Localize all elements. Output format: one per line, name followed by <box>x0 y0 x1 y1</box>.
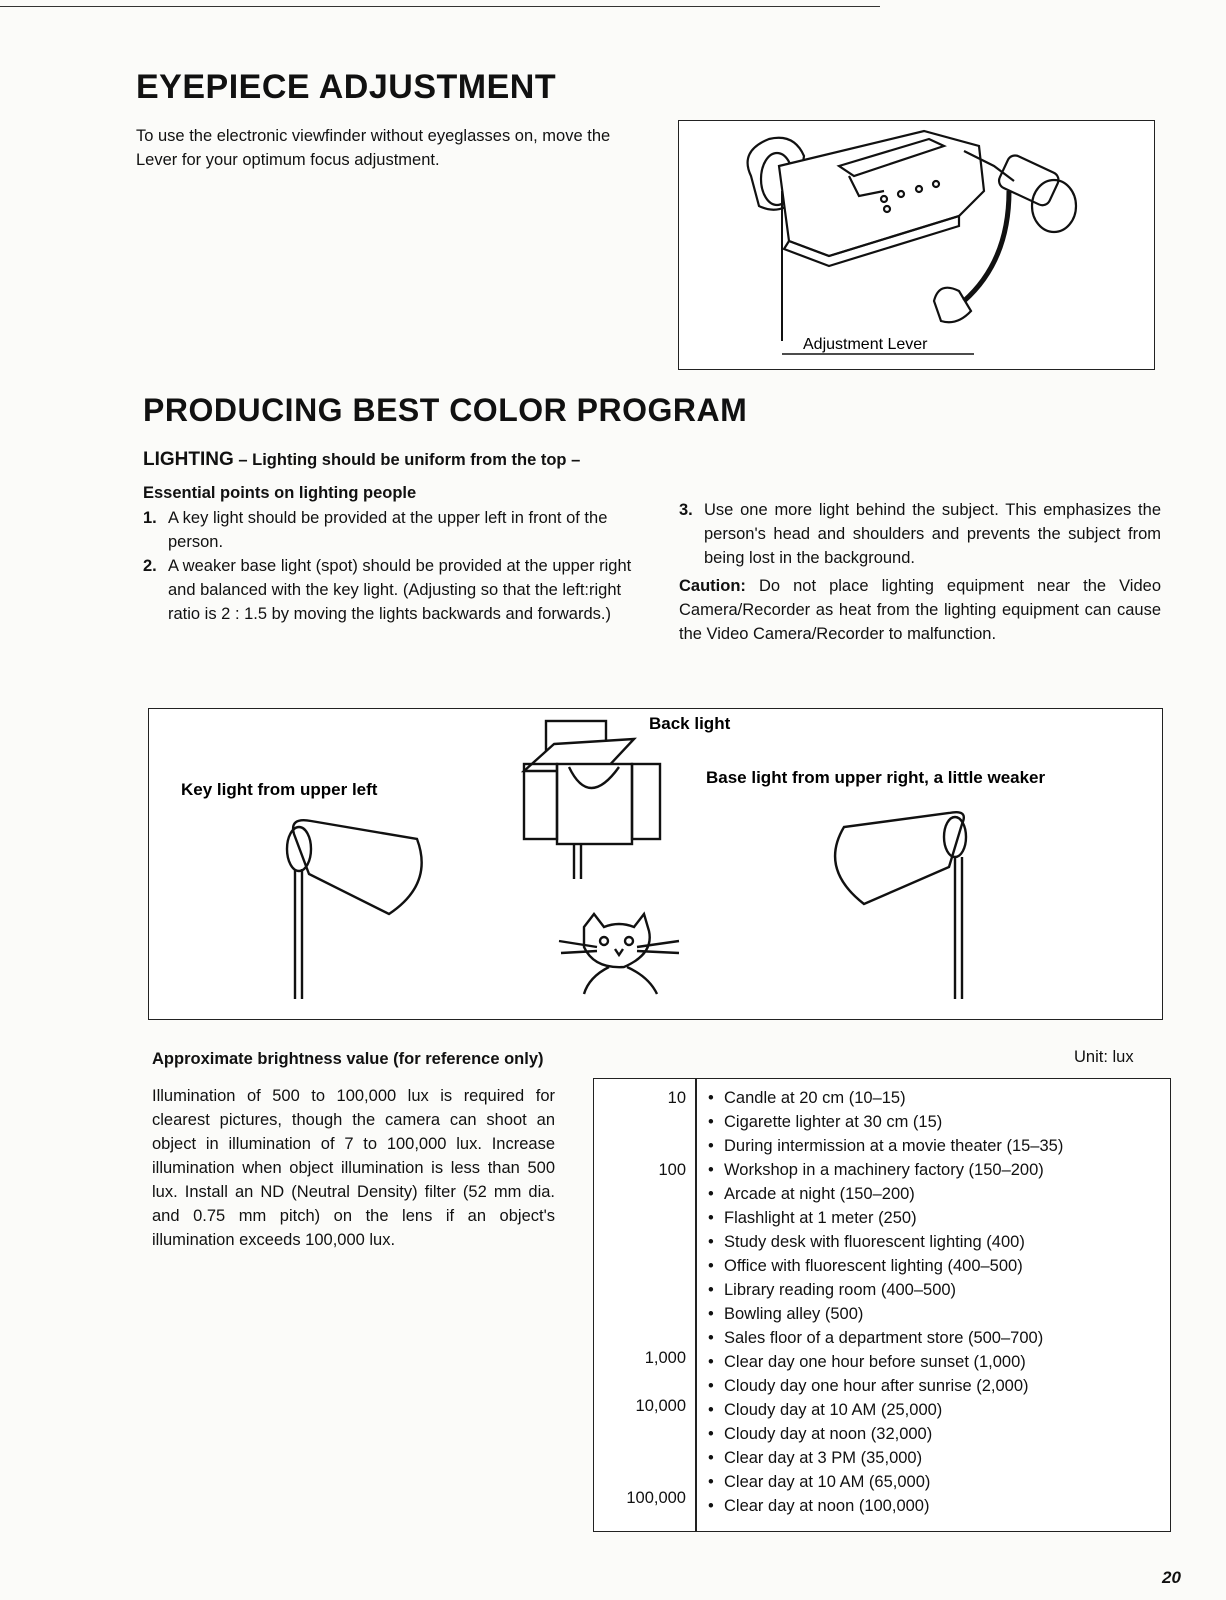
illumination-text: Illumination of 500 to 100,000 lux is required for clearest pictures, though the camera can shoot an object in illumination of 7 to 100,000 lux. Increase illumination when object illumination is less than 500 lux. Install an ND (Neutral Density) filter (52 mm dia. and 0.75 mm pitch) on the lens if an object's illumination exceeds 100,000 lux. <box>152 1087 555 1249</box>
point-number: 3. <box>679 501 693 519</box>
brightness-list <box>708 1086 1063 1518</box>
scale-value: 10,000 <box>635 1397 686 1415</box>
base-light-label: Base light from upper right, a little weaker <box>706 768 1046 787</box>
viewfinder-figure <box>678 120 1155 370</box>
point-number: 2. <box>143 557 157 575</box>
point-text: Use one more light behind the subject. This emphasizes the person's head and shoulders and prevents the subject from being lost in the background. <box>704 501 1161 567</box>
eyepiece-instructions: To use the electronic viewfinder without eyeglasses on, move the Lever for your optimum focus adjustment. <box>136 127 611 169</box>
lighting-points-right <box>679 498 1161 663</box>
key-light-label: Key light from upper left <box>181 780 378 799</box>
list-item: • Clear day at noon (100,000) <box>708 1494 1063 1518</box>
lighting-point <box>679 498 1161 570</box>
list-item: • Sales floor of a department store (500–700) <box>708 1326 1063 1350</box>
list-item: • Cloudy day at 10 AM (25,000) <box>708 1398 1063 1422</box>
scale-value: 100,000 <box>626 1489 686 1507</box>
caution-text: Do not place lighting equipment near the Video Camera/Recorder as heat from the lighting equipment can cause the Video Camera/Recorder to malfunction. <box>679 577 1161 643</box>
list-item: • Cloudy day one hour after sunrise (2,000) <box>708 1374 1063 1398</box>
list-item: • Arcade at night (150–200) <box>708 1182 1063 1206</box>
scale-value: 10 <box>667 1089 686 1107</box>
lighting-points-list <box>679 498 1161 570</box>
brightness-table <box>593 1078 1171 1532</box>
lighting-illustration <box>149 709 1162 1019</box>
lighting-point <box>143 554 633 626</box>
list-item: • Office with fluorescent lighting (400–500) <box>708 1254 1063 1278</box>
point-number: 1. <box>143 509 157 527</box>
section-heading-eyepiece: EYEPIECE ADJUSTMENT <box>136 68 557 106</box>
top-rule <box>0 6 880 7</box>
list-item: • Library reading room (400–500) <box>708 1278 1063 1302</box>
list-item: • Cloudy day at noon (32,000) <box>708 1422 1063 1446</box>
page-number: 20 <box>1162 1568 1181 1587</box>
list-item: • Cigarette lighter at 30 cm (15) <box>708 1110 1063 1134</box>
lighting-point <box>143 506 633 554</box>
list-item: • Candle at 20 cm (10–15) <box>708 1086 1063 1110</box>
scale-value: 1,000 <box>644 1349 686 1367</box>
unit-label: Unit: lux <box>1074 1048 1134 1066</box>
caution-note <box>679 574 1161 646</box>
lighting-title: LIGHTING <box>143 449 234 470</box>
list-item: • Clear day at 3 PM (35,000) <box>708 1446 1063 1470</box>
list-item: • Clear day at 10 AM (65,000) <box>708 1470 1063 1494</box>
list-item: • Clear day one hour before sunset (1,000) <box>708 1350 1063 1374</box>
list-item: • During intermission at a movie theater (15–35) <box>708 1134 1063 1158</box>
caution-label: Caution: <box>679 577 746 595</box>
essential-points-heading: Essential points on lighting people <box>143 484 417 502</box>
list-item: • Study desk with fluorescent lighting (400) <box>708 1230 1063 1254</box>
lighting-heading <box>143 449 580 471</box>
adjustment-lever-label: Adjustment Lever <box>803 336 928 353</box>
scale-value: 100 <box>658 1161 686 1179</box>
point-text: A key light should be provided at the upper left in front of the person. <box>168 509 608 551</box>
list-item: • Bowling alley (500) <box>708 1302 1063 1326</box>
brightness-heading: Approximate brightness value (for reference only) <box>152 1050 544 1068</box>
list-item: • Flashlight at 1 meter (250) <box>708 1206 1063 1230</box>
table-divider <box>695 1079 697 1531</box>
viewfinder-illustration <box>679 121 1154 369</box>
list-item: • Workshop in a machinery factory (150–200) <box>708 1158 1063 1182</box>
section-heading-producing: PRODUCING BEST COLOR PROGRAM <box>143 392 748 428</box>
back-light-label: Back light <box>649 714 731 733</box>
lighting-subtitle: – Lighting should be uniform from the top – <box>233 451 581 469</box>
lighting-points-left <box>143 506 633 626</box>
point-text: A weaker base light (spot) should be provided at the upper right and balanced with the key light. (Adjusting so that the left:right ratio is 2 : 1.5 by moving the lights backwards and forwards.) <box>168 557 632 623</box>
lighting-setup-figure <box>148 708 1163 1020</box>
